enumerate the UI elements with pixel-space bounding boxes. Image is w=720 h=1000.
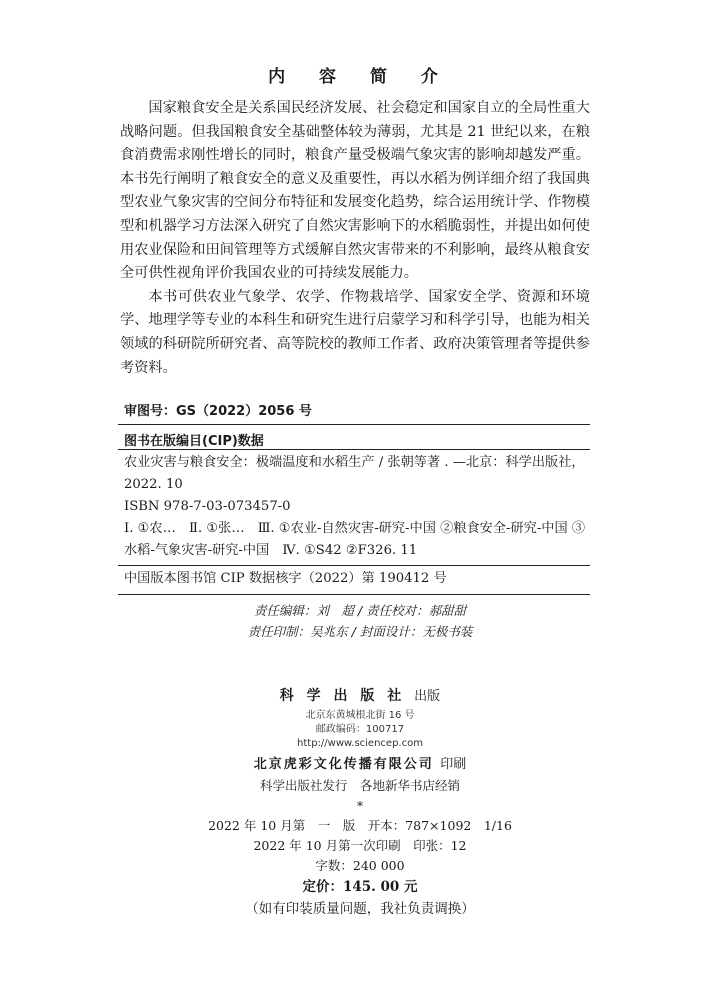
printer-suffix: 印刷 xyxy=(440,757,467,772)
publisher-name-suffix: 出版 xyxy=(414,689,441,704)
cip-isbn: ISBN 978-7-03-073457-0 xyxy=(124,499,291,514)
cip-record xyxy=(124,568,586,590)
quality-note: （如有印装质量问题，我社负责调换） xyxy=(245,901,475,917)
word-count: 字数：240 000 xyxy=(315,858,405,873)
summary-paragraph-1: 国家粮食安全是关系国民经济发展、社会稳定和国家自立的全局性重大战略问题。但我国粮食安全基础整体较为薄弱，尤其是 21 世纪以来，在粮食消费需求刚性增长的同时，粮食产量受极端气象灾害的影响却越发严重。本书先行阐明了粮食安全的意义及重要性，再以水稻为例详细介绍了我国典型农业气象灾害的空间分布特征和发展变化趋势，综合运用统计学、作物模型和机器学习方法深入研究了自然灾害影响下的水稻脆弱性，并提出如何使用农业保险和田间管理等方式缓解自然灾害带来的不利影响，最终从粮食安全可供性视角评价我国农业的可持续发展能力。 xyxy=(120,100,590,282)
printer-line xyxy=(0,753,720,772)
publisher-url: http://www.sciencep.com xyxy=(297,738,423,749)
publisher-name-line xyxy=(0,685,720,705)
summary-title: 内 容 简 介 xyxy=(268,67,452,87)
cip-record-number: 中国版本图书馆 CIP 数据核字（2022）第 190412 号 xyxy=(124,571,447,586)
publisher-address: 北京东黄城根北街 16 号 xyxy=(305,710,415,721)
cip-subject-line: Ⅰ. ①农… Ⅱ. ①张… Ⅲ. ①农业-自然灾害-研究-中国 ②粮食安全-研究-中国 ③水稻-气象灾害-研究-中国 Ⅳ. ①S42 ②F326. 11 xyxy=(124,521,586,558)
responsibility-editors: 责任编辑：刘 超 / 责任校对：郝甜甜 xyxy=(253,603,467,618)
publisher-postcode: 邮政编码：100717 xyxy=(315,724,405,735)
separator-star: * xyxy=(356,798,364,813)
responsibility-block xyxy=(0,600,720,642)
publisher-name: 科 学 出 版 社 xyxy=(279,688,406,704)
map-review-number: 审图号：GS（2022）2056 号 xyxy=(124,404,312,419)
printing-line: 2022 年 10 月第一次印刷 印张：12 xyxy=(253,838,467,853)
cip-block xyxy=(124,452,586,518)
distribution-line: 科学出版社发行 各地新华书店经销 xyxy=(259,778,460,793)
cip-bibliographic-line: 农业灾害与粮食安全：极端温度和水稻生产 / 张朝等著 . —北京：科学出版社，2022. 10 xyxy=(124,455,585,492)
cip-middle-rule xyxy=(118,565,590,566)
summary-paragraph-2: 本书可供农业气象学、农学、作物栽培学、国家安全学、资源和环境学、地理学等专业的本科生和研究生进行启蒙学习和科学引导，也能为相关领域的科研院所研究者、高等院校的教师工作者、政府决策管理者等提供参考资料。 xyxy=(120,288,590,376)
cip-heading-rule xyxy=(118,449,590,450)
publisher-block xyxy=(0,685,720,920)
price-line: 定价：145. 00 元 xyxy=(302,879,418,895)
cip-classification xyxy=(124,518,586,562)
responsibility-production: 责任印制：吴兆东 / 封面设计：无极书装 xyxy=(247,624,473,639)
cip-bottom-rule xyxy=(118,594,590,595)
edition-line: 2022 年 10 月第 一 版 开本：787×1092 1/16 xyxy=(208,818,512,833)
printer-name: 北京虎彩文化传播有限公司 xyxy=(253,757,434,772)
summary-body xyxy=(120,97,590,380)
cip-top-rule xyxy=(118,424,590,425)
cip-heading: 图书在版编目(CIP)数据 xyxy=(124,434,264,449)
